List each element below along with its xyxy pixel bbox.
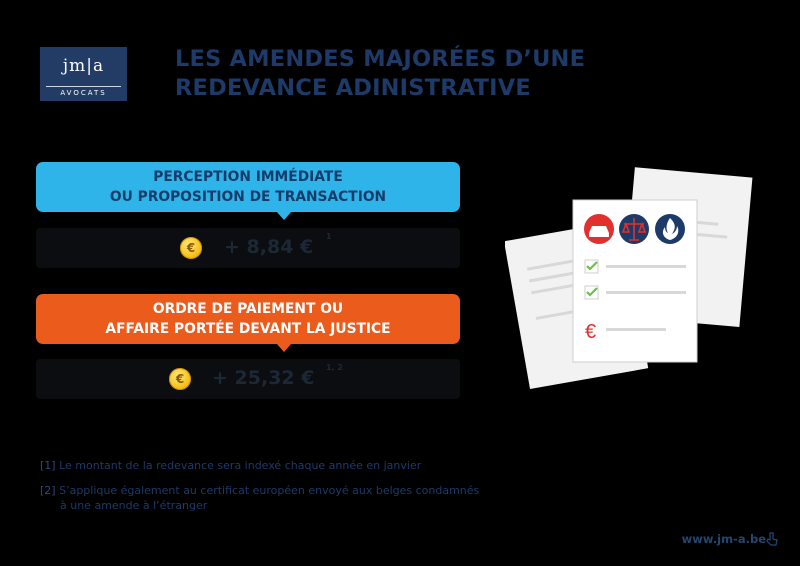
banner-line-1: PERCEPTION IMMÉDIATE [153,169,343,185]
documents-illustration [505,160,755,410]
document-sheet-front [573,200,697,362]
logo-subtitle: AVOCATS [60,89,107,97]
footnote-number: [1] [40,459,56,472]
banner-pointer [276,211,292,220]
amount-value: + 25,32 € [212,367,315,389]
title-line-1: LES AMENDES MAJORÉES D’UNE [175,46,586,72]
amount-row-2 [36,359,460,399]
logo [40,47,127,101]
banner-line-2: OU PROPOSITION DE TRANSACTION [109,189,387,205]
banner-payment-order [36,294,460,344]
footnote-2 [40,483,479,498]
logo-divider [46,86,121,87]
footnote-text: Le montant de la redevance sera indexé chaque année en janvier [59,459,422,472]
title-line-2: REDEVANCE ADINISTRATIVE [175,75,531,101]
banner-line-1: ORDRE DE PAIEMENT OU [152,301,344,317]
amount-value: + 8,84 € [224,236,314,258]
euro-coin-icon: € [169,368,191,390]
banner-line-2: AFFAIRE PORTÉE DEVANT LA JUSTICE [105,321,391,337]
footnote-ref: 1, 2 [326,363,343,372]
footnote-2-continuation: à une amende à l’étranger [60,499,208,512]
banner-pointer [276,343,292,352]
footnote-ref: 1 [326,232,332,241]
pointer-hand-icon [766,532,778,546]
footnote-1 [40,458,421,473]
euro-coin-icon: € [180,237,202,259]
amount-row-1 [36,228,460,268]
logo-mark: jm|a [62,56,105,76]
page-title [175,45,655,103]
footnote-text: S’applique également au certificat européen envoyé aux belges condamnés [59,484,480,497]
banner-immediate-perception [36,162,460,212]
website-link[interactable]: www.jm-a.be [681,532,766,546]
footnote-number: [2] [40,484,56,497]
euro-icon: € [585,321,597,343]
